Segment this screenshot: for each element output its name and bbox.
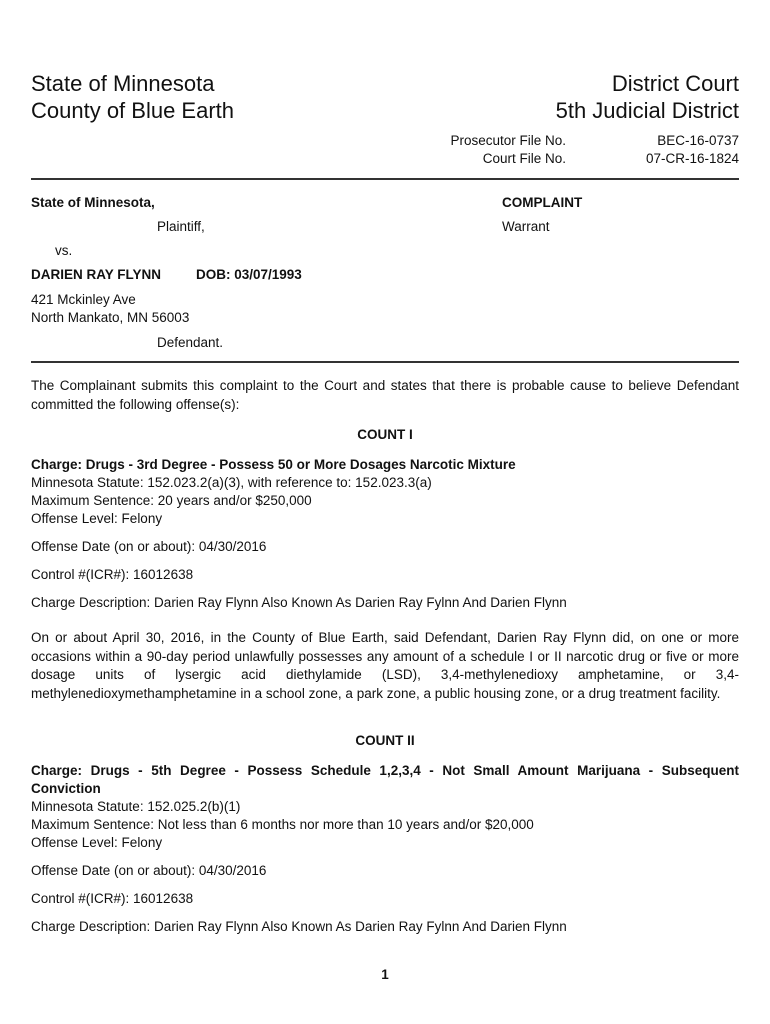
state-heading: State of Minnesota — [31, 71, 215, 96]
defendant-name: DARIEN RAY FLYNN — [31, 267, 162, 282]
document-subtitle: Warrant — [502, 219, 550, 234]
control-number-line: Control #(ICR#): 16012638 — [31, 567, 194, 582]
header-divider — [31, 178, 739, 180]
statute-line: Minnesota Statute: 152.023.2(a)(3), with reference to: 152.023.3(a) — [31, 475, 432, 490]
court-file-label: Court File No. — [482, 151, 566, 166]
max-sentence-line: Maximum Sentence: 20 years and/or $250,000 — [31, 493, 312, 508]
document-title: COMPLAINT — [502, 195, 583, 210]
caption-divider — [31, 361, 739, 363]
statute-line: Minnesota Statute: 152.025.2(b)(1) — [31, 799, 241, 814]
county-heading: County of Blue Earth — [31, 98, 235, 123]
plaintiff-role: Plaintiff, — [157, 219, 205, 234]
control-number-line: Control #(ICR#): 16012638 — [31, 891, 194, 906]
prosecutor-file-label: Prosecutor File No. — [450, 133, 566, 148]
page-number: 1 — [381, 967, 389, 982]
count-narrative: On or about April 30, 2016, in the County of Blue Earth, said Defendant, Darien Ray Flynn did, on one or more occasions within a 90-day period unlawfully possesses any amount of a schedule I or II narcotic drug or five or more dosage units of lysergic acid diethylamide (LSD), 3,4-methylenedioxy amphetamine, or 3,4-methylenedioxymethamphetamine in a school zone, a park zone, a public housing zone, or a drug treatment facility. — [31, 630, 739, 701]
offense-level-line: Offense Level: Felony — [31, 835, 163, 850]
defendant-role: Defendant. — [157, 335, 224, 350]
count-heading: COUNT I — [357, 427, 413, 442]
court-heading: District Court — [611, 71, 739, 96]
court-file-number: 07-CR-16-1824 — [645, 151, 739, 166]
charge-description-line: Charge Description: Darien Ray Flynn Also Known As Darien Ray Fylnn And Darien Flynn — [31, 595, 567, 610]
defendant-address-line2: North Mankato, MN 56003 — [31, 310, 190, 325]
count-block — [31, 456, 739, 528]
defendant-address-line1: 421 Mckinley Ave — [31, 292, 136, 307]
offense-level-line: Offense Level: Felony — [31, 511, 163, 526]
offense-date-line: Offense Date (on or about): 04/30/2016 — [31, 863, 267, 878]
plaintiff-name: State of Minnesota, — [31, 195, 155, 210]
count-block — [31, 762, 739, 852]
intro-paragraph: The Complainant submits this complaint to the Court and states that there is probable cause to believe Defendant committed the following offense(s): — [31, 378, 739, 412]
versus-label: vs. — [55, 243, 73, 258]
prosecutor-file-number: BEC-16-0737 — [657, 133, 739, 148]
defendant-dob: DOB: 03/07/1993 — [196, 267, 302, 282]
charge-description-line: Charge Description: Darien Ray Flynn Also Known As Darien Ray Fylnn And Darien Flynn — [31, 919, 567, 934]
max-sentence-line: Maximum Sentence: Not less than 6 months nor more than 10 years and/or $20,000 — [31, 817, 534, 832]
charge-title: Charge: Drugs - 3rd Degree - Possess 50 or More Dosages Narcotic Mixture — [31, 457, 516, 472]
charge-title: Charge: Drugs - 5th Degree - Possess Schedule 1,2,3,4 - Not Small Amount Marijuana - Subsequent Conviction — [31, 763, 739, 796]
count-heading: COUNT II — [355, 733, 415, 748]
district-heading: 5th Judicial District — [555, 98, 739, 123]
offense-date-line: Offense Date (on or about): 04/30/2016 — [31, 539, 267, 554]
